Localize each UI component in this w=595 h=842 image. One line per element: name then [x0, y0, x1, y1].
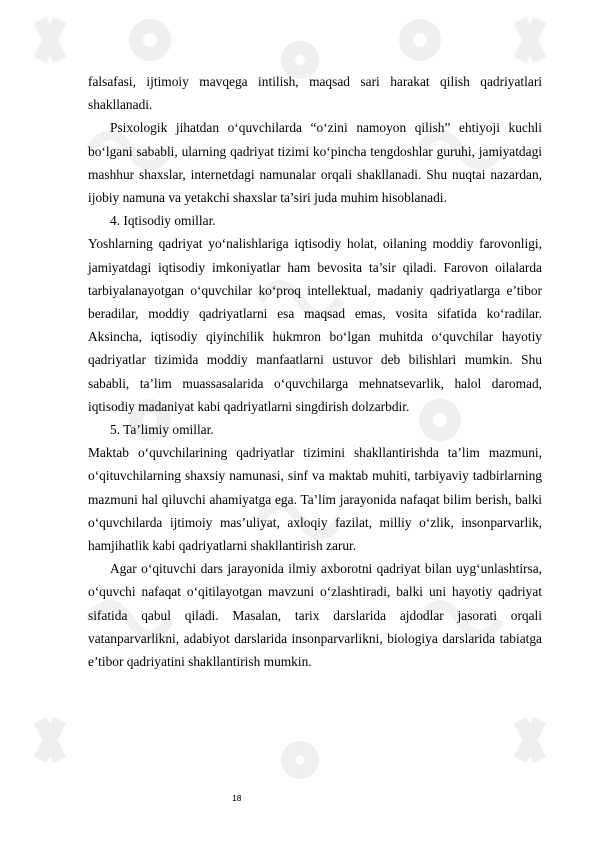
section-heading-educational: 5. Ta’limiy omillar. [110, 422, 214, 438]
paragraph-economic: Yoshlarning qadriyat yo‘nalishlariga iqtisodiy holat, oilaning moddiy farovonligi, jamiyatdagi iqtisodiy imkoniyatlar ham bevosita ta’sir qiladi. Farovon oilalarda tarbiyalanayotgan o‘quvchilar ko‘proq intellektual, madaniy qadriyatlarga e’tibor beradilar, moddiy qadriyatlarni esa maqsad emas, vosita sifatida ko‘radilar. Aksincha, iqtisodiy qiyinchilik hukmron bo‘lgan muhitda o‘quvchilar hayotiy qadriyatlar tizimida moddiy manfaatlarni ustuvor deb bilishlari mumkin. Shu sababli, ta’lim muassasalarida o‘quvchilarga mehnatsevarlik, halol daromad, iqtisodiy madaniyat kabi qadriyatlarni singdirish dolzarbdir. [88, 236, 542, 414]
paragraph-intro-continuation: falsafasi, ijtimoiy mavqega intilish, maqsad sari harakat qilish qadriyatlari shakllanadi. [88, 74, 542, 113]
text-body [88, 70, 542, 673]
section-heading-economic: 4. Iqtisodiy omillar. [110, 213, 216, 229]
paragraph-teacher: Agar o‘qituvchi dars jarayonida ilmiy axborotni qadriyat bilan uyg‘unlashtirsa, o‘quvchi nafaqat o‘qitilayotgan mavzuni o‘zlashtiradi, balki uni hayotiy qadriyat sifatida qabul qiladi. Masalan, tarix darslarida ajdodlar jasorati orqali vatanparvarlikni, adabiyot darslarida insonparvarlikni, biologiya darslarida tabiatga e’tibor qadriyatini shakllantirish mumkin. [88, 561, 542, 670]
paragraph-psychological: Psixologik jihatdan o‘quvchilarda “o‘zini namoyon qilish” ehtiyoji kuchli bo‘lgani sababli, ularning qadriyat tizimi ko‘pincha tengdoshlar guruhi, jamiyatdagi mashhur shaxslar, internetdagi namunalar orqali shakllanadi. Shu nuqtai nazardan, ijobiy namuna va yetakchi shaxslar ta’siri juda muhim hisoblanadi. [88, 120, 542, 206]
paragraph-educational: Maktab o‘quvchilarining qadriyatlar tizimini shakllantirishda ta’lim mazmuni, o‘qituvchilarning shaxsiy namunasi, sinf va maktab muhiti, tarbiyaviy tadbirlarning mazmuni hal qiluvchi ahamiyatga ega. Ta’lim jarayonida nafaqat bilim berish, balki o‘quvchilarda ijtimoiy mas’uliyat, axloqiy fazilat, milliy o‘zlik, insonparvarlik, hamjihatlik kabi qadriyatlarni shakllantirish zarur. [88, 445, 542, 554]
page-number: 18 [232, 793, 242, 803]
